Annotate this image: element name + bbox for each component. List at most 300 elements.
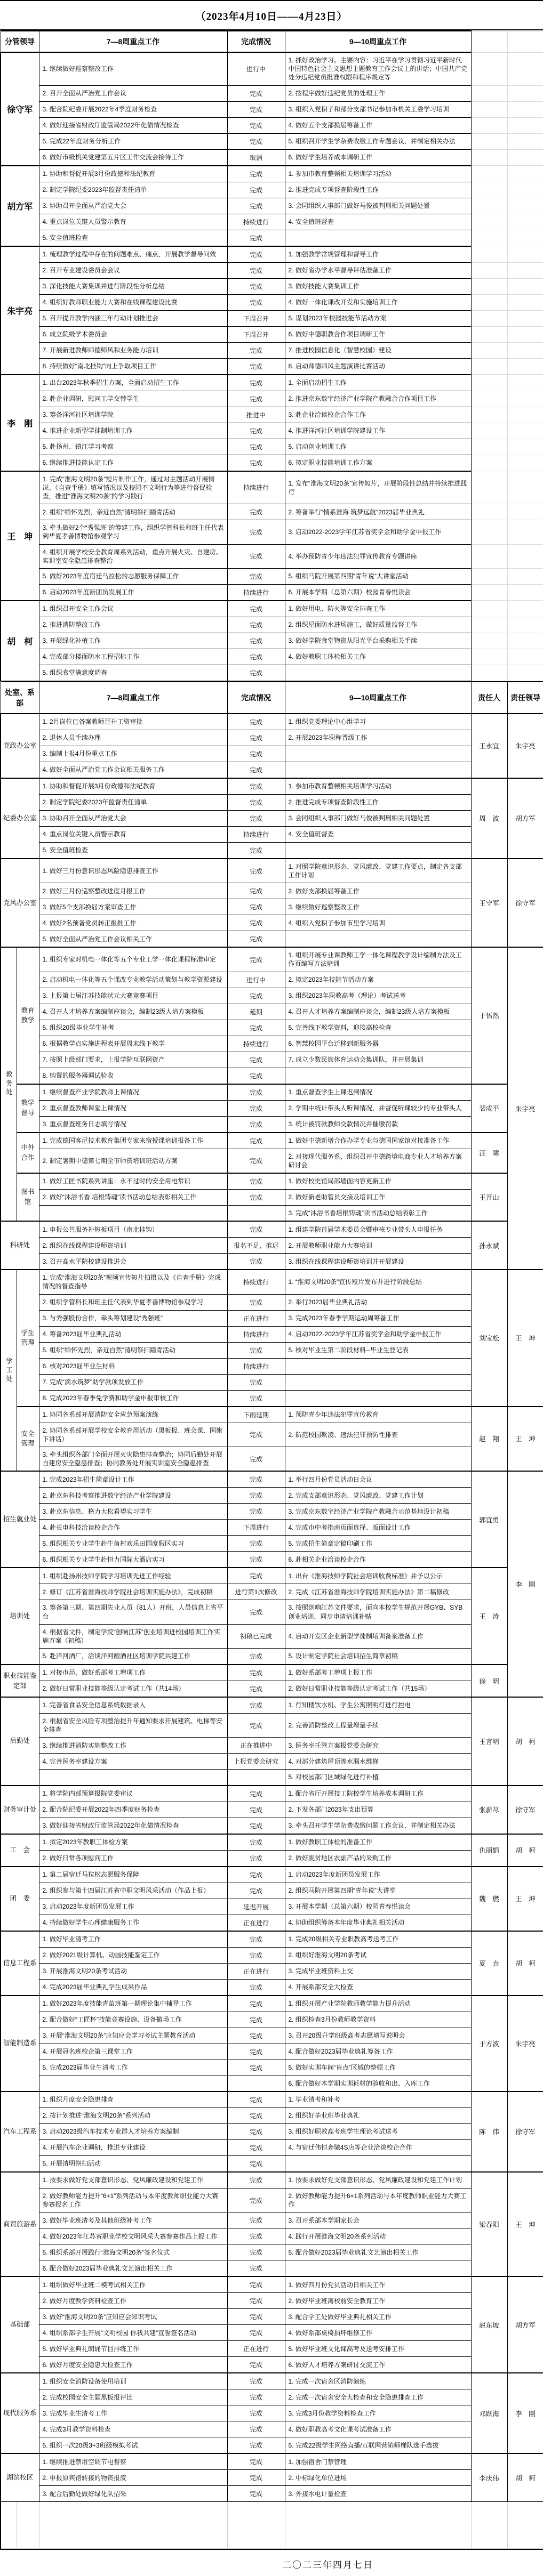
status-value: 完成 bbox=[227, 1883, 285, 1899]
table-row bbox=[1, 1504, 543, 1520]
status-value: 完成 bbox=[227, 2028, 285, 2044]
table-row bbox=[1, 1084, 543, 1101]
table-row bbox=[1, 883, 543, 899]
table-row bbox=[1, 52, 543, 85]
status-value: 延迟开展 bbox=[227, 1899, 285, 1915]
gridline-ghost-cell bbox=[471, 262, 507, 278]
table-row bbox=[1, 2276, 543, 2293]
status-value: 完成 bbox=[227, 1221, 285, 1238]
task-week78: 1. 梳理教学过程中存在的问题难点、痛点，开展教学督导问效 bbox=[39, 246, 227, 263]
status-value: 完成 bbox=[227, 423, 285, 439]
table-row bbox=[1, 584, 543, 601]
table-row bbox=[1, 471, 543, 504]
responsible-person: 孙永斌 bbox=[471, 1221, 507, 1270]
table-row bbox=[1, 842, 543, 859]
table-row bbox=[1, 1407, 543, 1423]
gridline-ghost-cell bbox=[471, 294, 507, 310]
task-week910: 2. 组织检查3月份教师教学资料 bbox=[285, 2012, 471, 2028]
task-week78: 3. 重点督查班务日志填写情况 bbox=[39, 1116, 227, 1133]
status-value: 完成 bbox=[227, 617, 285, 633]
status-value: 完成 bbox=[227, 262, 285, 278]
task-week910: 1. 参加市教育整顿相关培训学习活动 bbox=[285, 166, 471, 182]
gridline-ghost-cell bbox=[471, 342, 507, 358]
task-week910: 4. 召开人才培养方案编制座谈会，编制23级人培方案模板 bbox=[285, 1004, 471, 1020]
task-week78: 2. 做好日常各项慰问工作 bbox=[39, 1850, 227, 1867]
task-week910 bbox=[285, 1374, 471, 1390]
task-week78: 3. 开展淮海文明20条考试活动 bbox=[39, 1963, 227, 1979]
status-value: 完成 bbox=[227, 1068, 285, 1084]
header-week910: 9—10周重点工作 bbox=[285, 31, 471, 52]
task-week910: 3. 统计被罚款教师交款情况并催缴罚款 bbox=[285, 1116, 471, 1133]
task-week78: 4. 筹备2023届毕业典礼活动 bbox=[39, 1326, 227, 1342]
responsible-person: 王永宜 bbox=[471, 714, 507, 778]
task-week78: 1. 2月岗位已备案教师晋升工资审批 bbox=[39, 714, 227, 730]
task-week78: 6. 继续推进技能认定工作 bbox=[39, 455, 227, 471]
task-week78: 6. 启动2023年度新团员发展工作 bbox=[39, 584, 227, 601]
status-value: 完成 bbox=[227, 101, 285, 117]
table-row bbox=[1, 1665, 543, 1681]
task-week78: 4. 开展汽车企业调研，推进专业建设 bbox=[39, 2139, 227, 2155]
task-week78: 5. 组织相关专业学生赴牛角村欢乐田园度假区实习 bbox=[39, 1536, 227, 1552]
status-value: 持续进行 bbox=[227, 1270, 285, 1294]
task-week78: 1. 第二届宿迁马拉松志愿服务保障 bbox=[39, 1867, 227, 1883]
responsible-leader: 朱宇亮 bbox=[507, 947, 543, 1270]
table-row bbox=[1, 1020, 543, 1036]
status-value: 完成 bbox=[227, 1552, 285, 1568]
table-row bbox=[1, 1206, 543, 1222]
task-week910: 2. 组织好淮海文明20条考试 bbox=[285, 1947, 471, 1963]
table-row bbox=[1, 375, 543, 391]
task-week78: 6. 做好市级机关党建第五片区工作交流会接待工作 bbox=[39, 149, 227, 166]
status-value: 完成 bbox=[227, 2276, 285, 2293]
leader-table bbox=[0, 30, 543, 681]
task-week910: 1. 抓好政治学习。主要内容：习近平在学习贯彻习近平新时代中国特色社会主义思想主题教育工作会议上的讲话；中国共产党处分违纪党员批准权限和程序规定等 bbox=[285, 52, 471, 85]
task-week78: 1. 组织安全消防设备使用培训 bbox=[39, 2373, 227, 2389]
header-dept: 处室、系部 bbox=[1, 682, 39, 714]
task-week910: 3. 完成京东数字经济产业学院产教融合示范基地设计初稿 bbox=[285, 1504, 471, 1520]
table-row bbox=[1, 1714, 543, 1738]
task-week910 bbox=[285, 2155, 471, 2172]
gridline-ghost-cell bbox=[471, 31, 507, 52]
status-value: 推进中 bbox=[227, 407, 285, 423]
task-week78: 2. 做好2021级计算机、动画技能鉴定工作 bbox=[39, 1947, 227, 1963]
status-value: 完成 bbox=[227, 1173, 285, 1190]
gridline-ghost-cell bbox=[507, 230, 543, 246]
task-week910: 3. 牵头召开学生学杂费收缴问题工作会议，并制定相关办法 bbox=[285, 1818, 471, 1834]
task-week910: 8. 启动师德师风主题演讲比赛活动 bbox=[285, 358, 471, 375]
task-week910: 2. 做好省办学水平督导评估准备工作 bbox=[285, 262, 471, 278]
table-row bbox=[1, 778, 543, 795]
gridline-ghost-cell bbox=[507, 262, 543, 278]
dept-group-name: 教务处 bbox=[1, 947, 17, 1221]
task-week910: 1. 出台《淮海技师学院社会培训收费标准》并予以公示 bbox=[285, 1568, 471, 1584]
gridline-ghost-cell bbox=[507, 326, 543, 342]
task-week78: 3. 做好毕业班清考及其他班级补考工作 bbox=[39, 2212, 227, 2228]
task-week78: 1. 做好三月份意识形态风险隐患排查工作 bbox=[39, 859, 227, 883]
status-value: 完成 bbox=[227, 2123, 285, 2139]
task-week910: 3. 医务室托管方案报党委会研究 bbox=[285, 1738, 471, 1754]
task-week910: 2. 推进完成专项督查阶段性工作 bbox=[285, 794, 471, 810]
task-week78: 3. 开展绿化补植工作 bbox=[39, 633, 227, 649]
task-week78: 2. 启动机电一体化等五个课改专业教学活动策划与教学资源建设 bbox=[39, 972, 227, 988]
task-week78: 1. 协助和督促开展3月份政德和法纪教育 bbox=[39, 166, 227, 182]
responsible-person: 仇丽娟 bbox=[471, 1834, 507, 1867]
task-week910: 1. 对照学院意识形态、党风廉政、党建工作要点，制定各支部工作计划 bbox=[285, 859, 471, 883]
dept-name: 工 会 bbox=[1, 1834, 39, 1867]
task-week910: 3. 外接水电计量检查 bbox=[285, 2486, 471, 2502]
task-week78: 2. 召开全面从严治党工作会议 bbox=[39, 85, 227, 101]
status-value: 完成 bbox=[227, 2107, 285, 2123]
task-week910: 1. “淮海文明20条”宣传短片发布并进行阶段总结 bbox=[285, 1270, 471, 1294]
task-week78: 3. 召开高水平院校建设推进会 bbox=[39, 1254, 227, 1270]
responsible-leader: 胡 柯 bbox=[507, 2453, 543, 2502]
status-value: 正在进行 bbox=[227, 1310, 285, 1326]
status-value: 完成 bbox=[227, 1294, 285, 1310]
task-week910: 2. 做好日常职业技能等级认定考试工作（共15场） bbox=[285, 1681, 471, 1698]
header-status: 完成情况 bbox=[227, 31, 285, 52]
task-week910: 2. 做好支部换届筹备工作 bbox=[285, 883, 471, 899]
gridline-ghost-cell bbox=[507, 584, 543, 601]
responsible-person: 李庆伟 bbox=[471, 2453, 507, 2502]
gridline-ghost-cell bbox=[507, 568, 543, 584]
gridline-ghost-cell bbox=[507, 342, 543, 358]
task-week910: 4. 推进洋河社区培训学院建设工作 bbox=[285, 423, 471, 439]
status-value: 正在进行 bbox=[227, 1915, 285, 1931]
status-value: 完成 bbox=[227, 2060, 285, 2076]
gridline-ghost-cell bbox=[507, 149, 543, 166]
task-week910 bbox=[285, 1390, 471, 1407]
table-row bbox=[1, 358, 543, 375]
table-row bbox=[1, 1374, 543, 1390]
gridline-ghost-cell bbox=[507, 214, 543, 230]
responsible-person: 王开山 bbox=[471, 1173, 507, 1221]
task-week910: 4. 与宿迁伟恒奔驰4S店等企业洽谈校企合作 bbox=[285, 2139, 471, 2155]
table-row bbox=[1, 2309, 543, 2325]
status-value: 完成 bbox=[227, 1149, 285, 1173]
task-week910: 1. 预防青少年违法犯罪宣传教育 bbox=[285, 1407, 471, 1423]
status-value: 延期 bbox=[227, 1004, 285, 1020]
table-row bbox=[1, 439, 543, 455]
status-value: 完成 bbox=[227, 1649, 285, 1665]
task-week910: 5. 做好毕业班文化课高考及送考安排工作 bbox=[285, 2341, 471, 2357]
status-value: 完成 bbox=[227, 794, 285, 810]
table-row bbox=[1, 326, 543, 342]
empty-cell bbox=[17, 2502, 39, 2549]
task-week78: 1. 继续督查产业学院教师上课情况 bbox=[39, 1084, 227, 1101]
dept-sub-name: 安全管理 bbox=[17, 1407, 39, 1472]
dept-name: 信息工程系 bbox=[1, 1931, 39, 1996]
task-week78: 3. 开展“淮海文明20条”应知应会学习考试主题教育活动 bbox=[39, 2028, 227, 2044]
status-value: 完成 bbox=[227, 2453, 285, 2470]
table-row bbox=[1, 1600, 543, 1624]
responsible-person: 刘宝松 bbox=[471, 1270, 507, 1406]
gridline-ghost-cell bbox=[471, 198, 507, 214]
status-value: 完成 bbox=[227, 915, 285, 931]
responsible-leader: 王 坤 bbox=[507, 2172, 543, 2276]
status-value: 完成 bbox=[227, 1116, 285, 1133]
task-week910: 1. 组织开展专业课教师工学一体化课程教学设计编制方法及工作页编写方法培训 bbox=[285, 947, 471, 972]
table-row bbox=[1, 2060, 543, 2076]
table-row bbox=[1, 1697, 543, 1714]
leader-name: 王 坤 bbox=[1, 471, 39, 601]
status-value: 完成 bbox=[227, 1996, 285, 2012]
task-week78: 2. 做好“沐浴书香 培根铸魂”读书活动总结表彰相关工作 bbox=[39, 1190, 227, 1206]
task-week78: 3. 深化技能大赛集训并进行阶段性分析总结 bbox=[39, 278, 227, 294]
dept-sub-name: 教学督导 bbox=[17, 1084, 39, 1133]
status-value: 下周进行 bbox=[227, 1520, 285, 1536]
status-value: 正在推进中 bbox=[227, 1738, 285, 1754]
task-week78: 1. 组织专家对机电一体化等五个专业工学一体化课程标准审定 bbox=[39, 947, 227, 972]
status-value: 完成 bbox=[227, 1471, 285, 1488]
table-row bbox=[1, 826, 543, 842]
table-row bbox=[1, 1568, 543, 1584]
task-week78: 2. 赴企业调研，慰问工学交替学生 bbox=[39, 391, 227, 407]
status-value: 完成 bbox=[227, 1342, 285, 1358]
status-value: 完成 bbox=[227, 1084, 285, 1101]
status-value: 完成 bbox=[227, 2244, 285, 2260]
table-row bbox=[1, 1649, 543, 1665]
leader-name: 胡方军 bbox=[1, 166, 39, 246]
status-value: 完成 bbox=[227, 117, 285, 133]
status-value: 持续进行 bbox=[227, 1358, 285, 1374]
table-row bbox=[1, 294, 543, 310]
task-week910: 1. 做好用电、防火等安全排查工作 bbox=[285, 601, 471, 617]
responsible-person: 王守军 bbox=[471, 859, 507, 947]
header-status: 完成情况 bbox=[227, 682, 285, 714]
task-week78: 2. 申报原宾馆转接的物资报废 bbox=[39, 2470, 227, 2486]
status-value: 完成 bbox=[227, 2092, 285, 2108]
responsible-person: 裴成平 bbox=[471, 1084, 507, 1133]
dept-table-header-row bbox=[1, 682, 543, 714]
task-week910: 2. 开展2023年职称晋级工作 bbox=[285, 730, 471, 746]
task-week78: 1. 对接市局，做好系部考工增项工作 bbox=[39, 1665, 227, 1681]
task-week78: 6. 成立院级学术委员会 bbox=[39, 326, 227, 342]
table-row bbox=[1, 1358, 543, 1374]
task-week78: 4. 完成2023届毕业典礼学生成果作品 bbox=[39, 1979, 227, 1996]
table-row bbox=[1, 2453, 543, 2470]
responsible-person: 张薪荩 bbox=[471, 1786, 507, 1834]
table-row bbox=[1, 1310, 543, 1326]
responsible-leader: 李 刚 bbox=[507, 1471, 543, 1697]
table-row bbox=[1, 1294, 543, 1310]
task-week910 bbox=[285, 230, 471, 246]
task-week78 bbox=[39, 1206, 227, 1222]
task-week78: 5. 安全值班检查 bbox=[39, 230, 227, 246]
table-row bbox=[1, 1190, 543, 1206]
table-row bbox=[1, 2044, 543, 2060]
task-week78: 4. 赴长电科技洽谈校企合作 bbox=[39, 1520, 227, 1536]
dept-table bbox=[0, 681, 543, 2549]
dept-name: 团 委 bbox=[1, 1867, 39, 1931]
gridline-ghost-cell bbox=[471, 101, 507, 117]
task-week78: 4. 做好迎接省财政厅监管局2022年化债情况检查 bbox=[39, 117, 227, 133]
leader-name: 徐守军 bbox=[1, 52, 39, 166]
task-week78: 4. 做好全面从严治党工作会议相关服务工作 bbox=[39, 762, 227, 778]
table-row bbox=[1, 714, 543, 730]
status-value: 完成 bbox=[227, 931, 285, 948]
table-row bbox=[1, 2341, 543, 2357]
table-row bbox=[1, 1931, 543, 1948]
status-value: 完成 bbox=[227, 1504, 285, 1520]
task-week910: 3. 召开系部本学期家长会 bbox=[285, 2212, 471, 2228]
gridline-ghost-cell bbox=[471, 544, 507, 568]
task-week910: 2. 完成一次宿舍安全大检查和安全隐患排查工作 bbox=[285, 2389, 471, 2405]
status-value: 完成 bbox=[227, 1947, 285, 1963]
leader-table-body bbox=[1, 52, 543, 681]
table-row bbox=[1, 1818, 543, 1834]
responsible-person: 赵 翔 bbox=[471, 1407, 507, 1472]
status-value: 完成 bbox=[227, 1020, 285, 1036]
task-week78: 7. 开展新进教师师德师风和业务能力培训 bbox=[39, 342, 227, 358]
table-row bbox=[1, 2389, 543, 2405]
status-value: 完成 bbox=[227, 746, 285, 762]
task-week910: 5. 对校园部门区域绿化进行补植 bbox=[285, 1770, 471, 1786]
task-week910: 1. 发布“淮海文明20条”宣传短片，开展阶段性总结并持续推进践行 bbox=[285, 471, 471, 504]
task-week78: 5. 组织系部开展践行“淮海文明20条”签名仪式 bbox=[39, 2244, 227, 2260]
task-week910: 1. 完成一次宿舍区消防演练 bbox=[285, 2373, 471, 2389]
task-week78: 3. 协助召开全面从严治党大会 bbox=[39, 198, 227, 214]
status-value: 完成 bbox=[227, 1100, 285, 1116]
task-week910: 2. 组织好毕业班毕业典礼 bbox=[285, 2107, 471, 2123]
task-week78 bbox=[39, 2076, 227, 2092]
task-week78: 5. 赴扬州、镇江学习考察 bbox=[39, 439, 227, 455]
task-week78: 4. 做好2名预备党员转正报批工作 bbox=[39, 915, 227, 931]
task-week78: 7. 按照上级部门要求，上报学院互联网资产 bbox=[39, 1052, 227, 1068]
dept-table-body bbox=[1, 714, 543, 2549]
task-week910: 4. 举办预防青少年违法犯罪宣传教育专题讲座 bbox=[285, 544, 471, 568]
responsible-leader: 胡 柯 bbox=[507, 1834, 543, 1867]
status-value: 完成 bbox=[227, 1697, 285, 1714]
status-value: 完成 bbox=[227, 762, 285, 778]
table-row bbox=[1, 1915, 543, 1931]
task-week910: 3. 启动2022-2023学年江苏省奖学金和助学金申报工作 bbox=[285, 520, 471, 544]
table-row bbox=[1, 794, 543, 810]
status-value: 完成 bbox=[227, 358, 285, 375]
task-week78: 5. 做好2023年度宿迁马拉松的志愿服务保障工作 bbox=[39, 568, 227, 584]
responsible-leader: 朱宇亮 bbox=[507, 714, 543, 778]
table-row bbox=[1, 1770, 543, 1786]
task-week910: 6. 做好中德职教合作项目调研工作 bbox=[285, 326, 471, 342]
task-week910: 3. 完成毕业班资料上交 bbox=[285, 1963, 471, 1979]
dept-sub-name: 中外合作 bbox=[17, 1133, 39, 1173]
dept-name: 培训处 bbox=[1, 1568, 39, 1665]
table-row bbox=[1, 2486, 543, 2502]
leader-name: 胡 柯 bbox=[1, 601, 39, 681]
table-row bbox=[1, 1624, 543, 1648]
status-value: 进行中 bbox=[227, 52, 285, 85]
status-value: 完成 bbox=[227, 1786, 285, 1802]
table-row bbox=[1, 1068, 543, 1084]
responsible-leader: 徐守军 bbox=[507, 1786, 543, 1834]
task-week910: 6. 赴相关企业洽谈校企合作 bbox=[285, 1552, 471, 1568]
status-value: 完成 bbox=[227, 842, 285, 859]
responsible-person: 魏 燃 bbox=[471, 1867, 507, 1931]
task-week78: 3. 配合院纪委开展2022年4季度财务检查 bbox=[39, 101, 227, 117]
task-week78: 6. 核对2023届毕业生材料 bbox=[39, 1358, 227, 1374]
task-week78: 5. 赴洋河酒厂，洽谈洋河酿酒社区培训学院共建工作 bbox=[39, 1649, 227, 1665]
table-row bbox=[1, 423, 543, 439]
responsible-person: 邓跃海 bbox=[471, 2373, 507, 2453]
task-week910: 2. 组织马院开展第四期“青年说”大讲堂 bbox=[285, 1883, 471, 1899]
task-week910: 3. 完成3月份教学资料检查工作 bbox=[285, 2405, 471, 2421]
task-week78: 1. 完成2023年招生简章设计工作 bbox=[39, 1471, 227, 1488]
responsible-leader: 胡方军 bbox=[507, 2276, 543, 2373]
task-week78: 2. 按计划推进“淮海文明20条”系列活动 bbox=[39, 2107, 227, 2123]
status-value: 完成 bbox=[227, 1850, 285, 1867]
task-week910: 2. 完善消防整改工程量增量手续 bbox=[285, 1714, 471, 1738]
gridline-ghost-cell bbox=[471, 471, 507, 504]
task-week910: 5. 启动创业培训工作 bbox=[285, 439, 471, 455]
status-value: 完成 bbox=[227, 342, 285, 358]
task-week78: 3. 做好迎接省财政厅监管局2022年化债情况检查 bbox=[39, 1818, 227, 1834]
status-value: 下雨延期 bbox=[227, 1407, 285, 1423]
task-week910: 1. 加强教学常规管理和督导工作 bbox=[285, 246, 471, 263]
table-row bbox=[1, 1100, 543, 1116]
task-week910: 1. 举行四月份党员活动日会议 bbox=[285, 1471, 471, 1488]
task-week78: 8. 持续做好“南北挂钩”向上争取项目工作 bbox=[39, 358, 227, 375]
table-row bbox=[1, 2212, 543, 2228]
status-value: 完成 bbox=[227, 2470, 285, 2486]
dept-name: 党风办公室 bbox=[1, 859, 39, 947]
task-week78: 1. 做好工匠书院系列讲座：永不过时的安全用电常识 bbox=[39, 1173, 227, 1190]
gridline-ghost-cell bbox=[507, 544, 543, 568]
gridline-ghost-cell bbox=[471, 584, 507, 601]
status-value: 完成 bbox=[227, 1818, 285, 1834]
table-row bbox=[1, 182, 543, 198]
table-row bbox=[1, 2012, 543, 2028]
gridline-ghost-cell bbox=[471, 326, 507, 342]
status-value: 完成 bbox=[227, 714, 285, 730]
table-row bbox=[1, 931, 543, 948]
task-week78: 2. 做好三月份巡察整改进度月报工作 bbox=[39, 883, 227, 899]
task-week910: 2. 筹备举行“情系淮海 筑梦远航”2023届毕业典礼 bbox=[285, 504, 471, 520]
status-value bbox=[227, 1206, 285, 1222]
task-week910: 2. 按程序做好违纪党员的处理工作 bbox=[285, 85, 471, 101]
task-week910: 6. 智慧校园平台迁移到新服务器 bbox=[285, 1036, 471, 1052]
task-week78: 2. 制定学院纪委2023年监督责任清单 bbox=[39, 182, 227, 198]
responsible-person: 于方波 bbox=[471, 1996, 507, 2092]
task-week78: 2. 制定暑期中德第七期全市师资培训班活动方案 bbox=[39, 1149, 227, 1173]
empty-cell bbox=[227, 2502, 285, 2549]
table-row bbox=[1, 1326, 543, 1342]
task-week910: 4. 组织入党积子参加市里学习培训 bbox=[285, 915, 471, 931]
task-week910: 1. 加强宿舍门禁管理 bbox=[285, 2453, 471, 2470]
task-week78: 1. 组织召开安全工作会议 bbox=[39, 601, 227, 617]
status-value: 完成 bbox=[227, 1802, 285, 1818]
gridline-ghost-cell bbox=[471, 85, 507, 101]
gridline-ghost-cell bbox=[471, 455, 507, 471]
responsible-person: 徐 明 bbox=[471, 1665, 507, 1697]
table-row bbox=[1, 2244, 543, 2260]
task-week910: 1. 按要求做好党支部意识形态、党风廉政建设和党建工作计划 bbox=[285, 2172, 471, 2189]
dept-name: 招生就业处 bbox=[1, 1471, 39, 1568]
task-week910 bbox=[285, 665, 471, 681]
task-week910: 2. 推进完成专项督查阶段性工作 bbox=[285, 182, 471, 198]
responsible-leader: 王 坤 bbox=[507, 1867, 543, 1931]
task-week78: 1. 完成“淮海文明20条”视频宣传短片拍摄以及《自查手册》完成情况的督查指导 bbox=[39, 1270, 227, 1294]
task-week78: 2. 做好日常职业技能等级认定考试工作（共14场） bbox=[39, 1681, 227, 1698]
task-week910: 6. 做好学生培养成本调研工作 bbox=[285, 149, 471, 166]
gridline-ghost-cell bbox=[507, 649, 543, 665]
responsible-leader: 朱宇亮 bbox=[507, 1996, 543, 2092]
table-row bbox=[1, 1738, 543, 1754]
task-week78: 5. 做好全面从严治党工作会议相关工作 bbox=[39, 931, 227, 948]
gridline-ghost-cell bbox=[471, 117, 507, 133]
table-row bbox=[1, 2139, 543, 2155]
task-week78: 1. 做好毕业清考工作 bbox=[39, 1931, 227, 1948]
task-week910: 3. 做好技能大赛集训工作 bbox=[285, 278, 471, 294]
task-week910: 6. 做好人才培养方案研讨交流工作 bbox=[285, 2357, 471, 2373]
